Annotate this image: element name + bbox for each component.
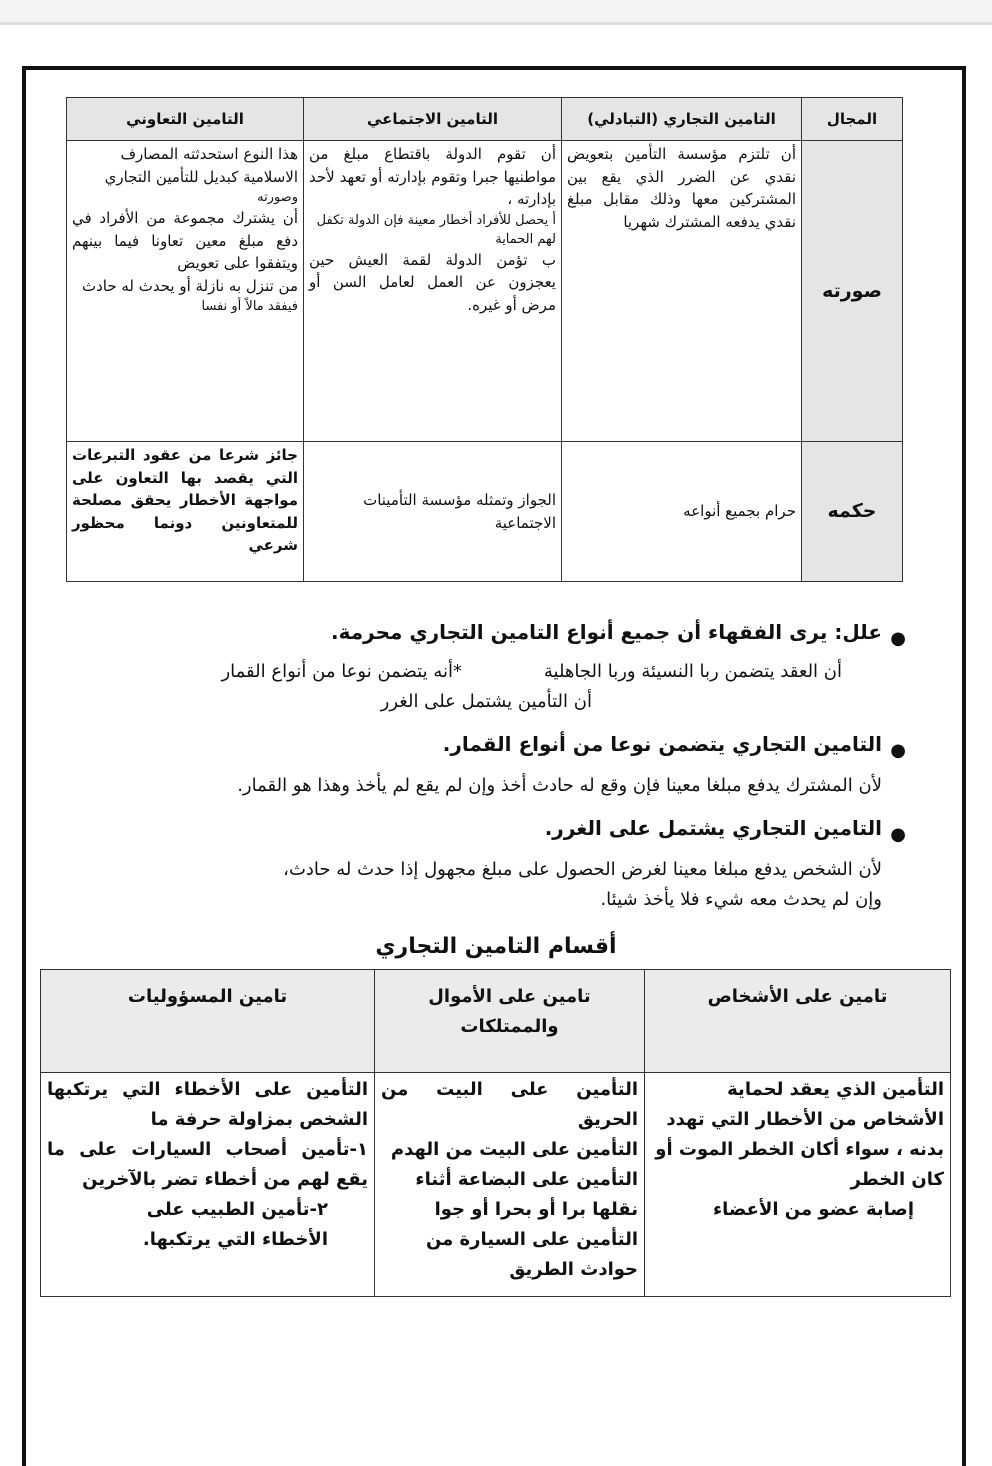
comparison-table <box>66 97 903 582</box>
bullet-icon: ● <box>890 824 906 845</box>
bullet-icon: ● <box>890 740 906 761</box>
top-bar <box>0 0 992 25</box>
cell-text: أن تقوم الدولة باقتطاع مبلغ من مواطنيها جبرا وتقوم بإدارته أو تعهد لأحد بإدارته ، <box>309 145 556 208</box>
header-social: التامين الاجتماعي <box>304 98 562 141</box>
section-title: التامين التجاري يتضمن نوعا من أنواع القمار. <box>442 732 882 756</box>
cell-text: هذا النوع استحدثته المصارف الاسلامية كبديل للتأمين التجاري <box>104 145 298 186</box>
cell-social-ruling: الجواز وتمثله مؤسسة التأمينات الاجتماعية <box>304 442 562 582</box>
cell-text: أن تلتزم مؤسسة التأمين بتعويض نقدي عن الضرر الذي يقع بين المشتركين معها وذلك مقابل مبلغ نقدي يدفعه المشترك شهريا <box>567 145 796 231</box>
cell-text: التأمين على البضاعة أثناء نقلها برا أو بحرا أو جوا <box>415 1169 638 1220</box>
table-row <box>67 442 903 582</box>
header-liability: تامين المسؤوليات <box>41 970 375 1073</box>
table-header-row <box>41 970 951 1073</box>
table-row <box>41 1073 951 1297</box>
section-title: التامين التجاري يشتمل على الغرر. <box>544 816 882 840</box>
cell-text: التأمين الذي يعقد لحماية الأشخاص من الأخطار التي تهدد بدنه ، سواء أكان الخطر الموت أو كان الخطر <box>655 1079 944 1190</box>
row-label-form: صورته <box>802 141 903 442</box>
cell-text: التأمين على الأخطاء التي يرتكبها الشخص بمزاولة حرفة ما <box>47 1079 368 1130</box>
cell-text: ٢-تأمين الطبيب على الأخطاء التي يرتكبها. <box>142 1199 328 1250</box>
row-label-ruling: حكمه <box>802 442 903 582</box>
cell-cooperative-form <box>67 141 304 442</box>
cell-text: وصورته <box>257 190 298 205</box>
section-text: أن العقد يتضمن ربا النسيئة وربا الجاهلية <box>543 661 842 682</box>
cell-commercial-ruling: حرام بجميع أنواعه <box>562 442 802 582</box>
cell-text: أن يشترك مجموعة من الأفراد في دفع مبلغ معين تعاونا فيما بينهم ويتفقوا على تعويض <box>72 209 298 272</box>
header-cooperative: التامين التعاوني <box>67 98 304 141</box>
section-text: لأن الشخص يدفع مبلغا معينا لغرض الحصول على مبلغ مجهول إذا حدث له حادث، <box>283 859 882 880</box>
types-title: أقسام التامين التجاري <box>375 934 617 959</box>
header-field: المجال <box>802 98 903 141</box>
section-title: علل: يرى الفقهاء أن جميع أنواع التامين التجاري محرمة. <box>331 620 882 644</box>
cell-text: من تنزل به نازلة أو يحدث له حادث <box>81 276 298 295</box>
section-text: وإن لم يحدث معه شيء فلا يأخذ شيئا. <box>600 889 882 910</box>
section-text: لأن المشترك يدفع مبلغا معينا فإن وقع له حادث أخذ وإن لم يقع لم يأخذ وهذا هو القمار. <box>237 775 882 796</box>
cell-text: إصابة عضو من الأعضاء <box>712 1199 914 1220</box>
table-row <box>67 141 903 442</box>
cell-text: فيفقد مالاً أو نفسا <box>201 299 298 314</box>
cell-property <box>375 1073 645 1297</box>
cell-text: أ يحصل للأفراد أخطار معينة فإن الدولة تكفل لهم الحماية <box>316 212 556 247</box>
cell-liability <box>41 1073 375 1297</box>
header-commercial: التامين التجاري (التبادلي) <box>562 98 802 141</box>
types-table <box>40 969 951 1297</box>
cell-text: ب تؤمن الدولة لقمة العيش حين يعجزون عن العمل لعامل السن أو مرض أو غيره. <box>309 250 556 314</box>
section-text: أن التأمين يشتمل على الغرر <box>380 691 592 712</box>
header-persons: تامين على الأشخاص <box>645 970 951 1073</box>
header-property: تامين على الأموال والممتلكات <box>375 970 645 1073</box>
cell-cooperative-ruling: جائز شرعا من عقود التبرعات التي يقصد بها التعاون على مواجهة الأخطار يحقق مصلحة للمتعاونين دونما محظور شرعي <box>67 442 304 582</box>
bullet-icon: ● <box>890 628 906 649</box>
cell-text: التأمين على البيت من الحريق <box>381 1079 638 1130</box>
table-header-row <box>67 98 903 141</box>
cell-social-form <box>304 141 562 442</box>
cell-commercial-form <box>562 141 802 442</box>
cell-text: ١-تأمين أصحاب السيارات على ما يقع لهم من أخطاء تضر بالآخرين <box>47 1139 368 1190</box>
cell-persons <box>645 1073 951 1297</box>
cell-text: التأمين على البيت من الهدم <box>390 1139 638 1160</box>
section-text: *أنه يتضمن نوعا من أنواع القمار <box>221 661 462 682</box>
cell-text: التأمين على السيارة من حوادث الطريق <box>425 1229 638 1280</box>
